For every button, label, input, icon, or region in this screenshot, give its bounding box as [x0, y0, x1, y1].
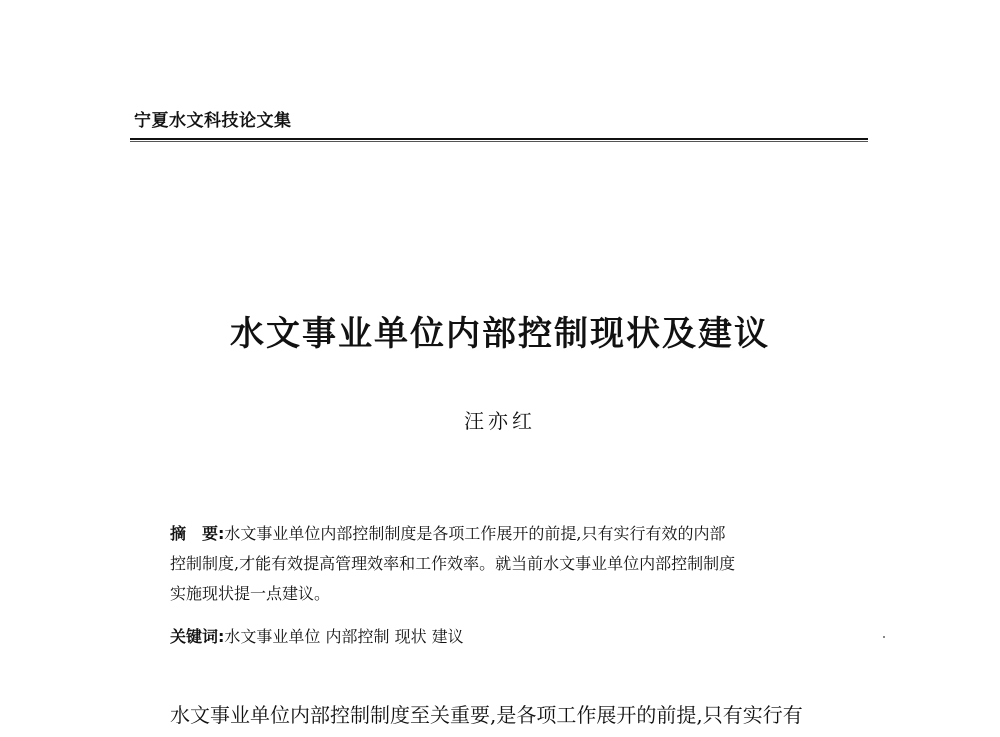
- abstract-line: [170, 519, 840, 549]
- author-name: 汪亦红: [464, 409, 536, 433]
- keywords-label: 关键词:: [170, 627, 225, 646]
- running-head: 宁夏水文科技论文集: [134, 111, 292, 131]
- abstract: [170, 519, 840, 609]
- paper-title: 水文事业单位内部控制现状及建议: [230, 314, 770, 354]
- abstract-label: 摘 要:: [170, 524, 225, 543]
- abstract-line: 实施现状提一点建议。: [170, 584, 331, 603]
- body-paragraph: 水文事业单位内部控制制度至关重要,是各项工作展开的前提,只有实行有: [170, 703, 803, 727]
- header-rule: [130, 138, 868, 140]
- keywords: [170, 623, 840, 651]
- scan-speck: [883, 636, 885, 638]
- keywords-text: 水文事业单位 内部控制 现状 建议: [224, 627, 464, 646]
- abstract-line: 控制制度,才能有效提高管理效率和工作效率。就当前水文事业单位内部控制制度: [170, 554, 736, 573]
- abstract-text: 水文事业单位内部控制制度是各项工作展开的前提,只有实行有效的内部: [224, 524, 726, 543]
- header-rule-thin: [130, 141, 868, 142]
